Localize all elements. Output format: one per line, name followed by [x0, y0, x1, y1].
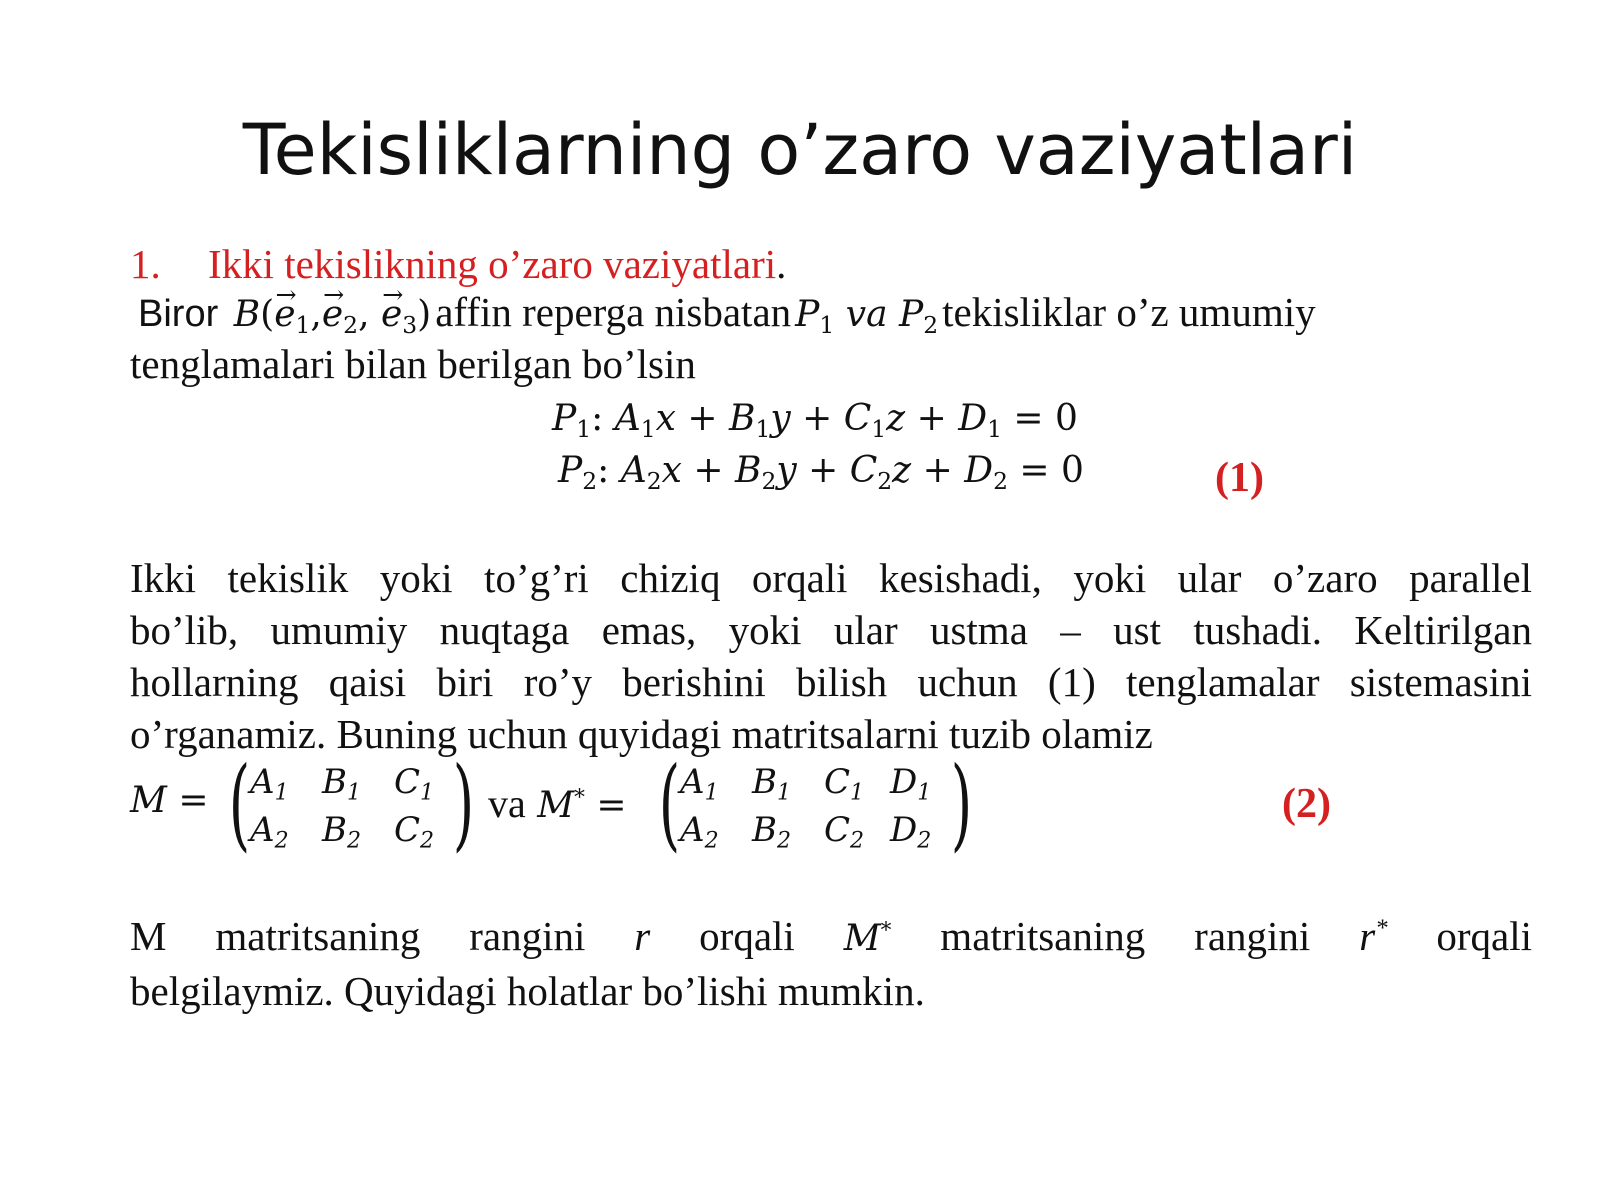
equation-2: $P_2$: $A_2x + B_2y + C_2z + D_2 = 0$: [558, 450, 1084, 496]
matrix-definitions: [130, 745, 1530, 862]
intro-biror: Biror: [138, 293, 219, 335]
equation-1: $P_1$: $A_1x + B_1y + C_1z + D_1 = 0$: [552, 398, 1078, 444]
paragraph-1-line-4: o’rganamiz. Buning uchun quyidagi matritsalarni tuzib olamiz: [130, 711, 1153, 757]
section-heading-period: .: [776, 241, 787, 287]
intro-line-1: [138, 288, 1316, 340]
paragraph-1-line-1: Ikki tekislik yoki to’g’ri chiziq orqali kesishadi, yoki ular o’zaro parallel: [130, 555, 1532, 601]
intro-basis: $B(\to e_1,\to e_2$, → $e_3$): [222, 294, 431, 335]
intro-text-end: tekisliklar o’z umumiy: [942, 289, 1316, 335]
equation-number-1: (1): [1215, 455, 1264, 501]
section-heading-text: Ikki tekislikning o’zaro vaziyatlari: [208, 241, 777, 287]
equation-number-2: (2): [1282, 781, 1331, 827]
paragraph-2: [130, 910, 1532, 1017]
paragraph-1-line-2: bo’lib, umumiy nuqtaga emas, yoki ular ustma – ust tushadi. Keltirilgan: [130, 607, 1532, 653]
paragraph-2-line-2: belgilaymiz. Quyidagi holatlar bo’lishi mumkin.: [130, 968, 925, 1014]
matrix-M-label: M =: [130, 780, 209, 821]
matrix-Mstar-label: va M* =: [488, 781, 627, 826]
section-heading: [130, 240, 786, 288]
matrix-M: ( $A_1$ $B_1$ $C_1$ $A_2$ $B_2$ $C_2$ ): [228, 745, 475, 862]
intro-text-mid: affin reperga nisbatan: [435, 289, 792, 335]
page-title: Tekisliklarning o’zaro vaziyatlari: [242, 109, 1358, 191]
intro-line-2: tenglamalari bilan berilgan bo’lsin: [130, 341, 696, 387]
paragraph-2-line-1: M matritsaning rangini r orqali M* matritsaning rangini r* orqali: [130, 913, 1533, 959]
intro-planes: $P_1$ va $P_2$: [795, 294, 939, 340]
matrix-M-star: ( $A_1$ $B_1$ $C_1$ $D_1$ $A_2$ $B_2$ $C_2$ $D_2$ ): [658, 745, 973, 862]
paragraph-1-line-3: hollarning qaisi biri ro’y berishini bilish uchun (1) tenglamalar sistemasini: [130, 659, 1532, 705]
section-number: 1.: [130, 241, 161, 287]
paragraph-1: [130, 552, 1532, 760]
